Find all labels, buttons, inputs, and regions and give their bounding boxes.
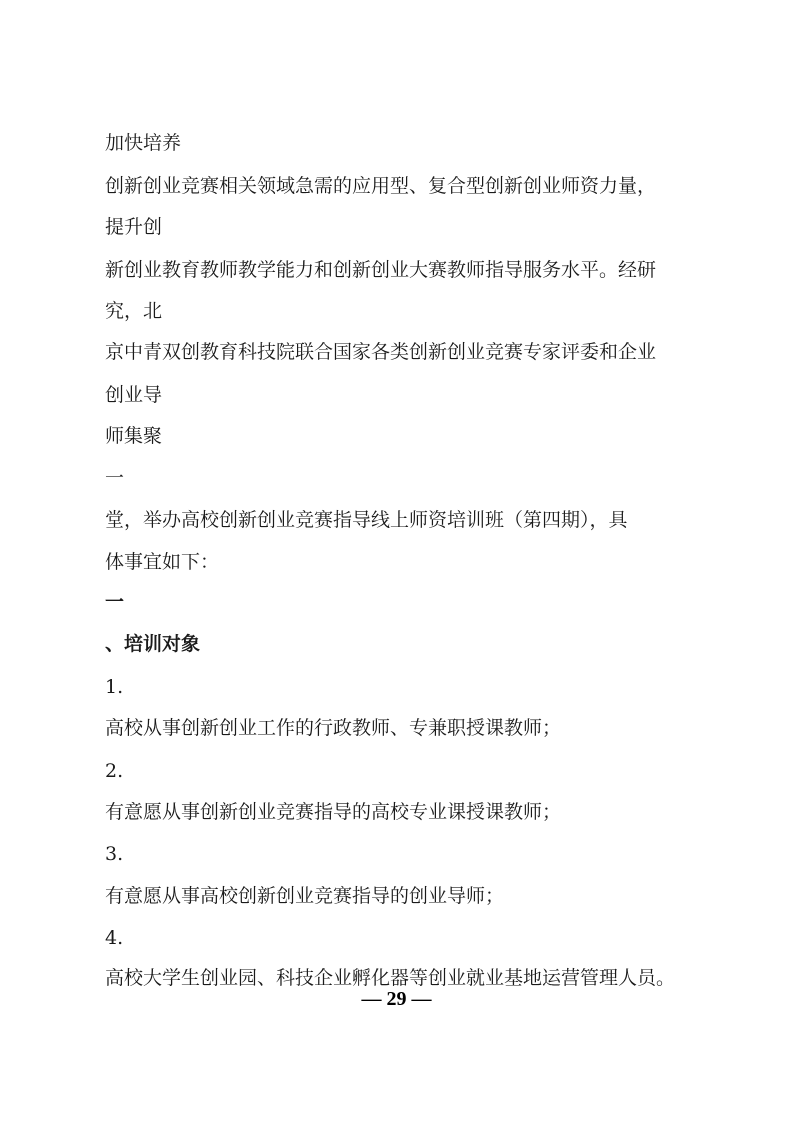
- list-item-text: 有意愿从事创新创业竞赛指导的高校专业课授课教师；: [105, 801, 562, 823]
- page-number: — 29 —: [361, 988, 432, 1010]
- text-line: 京中青双创教育科技院联合国家各类创新创业竞赛专家评委和企业: [105, 341, 657, 363]
- list-item-number: 2.: [105, 760, 124, 782]
- text-line: 体事宜如下：: [105, 551, 220, 573]
- text-line: 堂，举办高校创新创业竞赛指导线上师资培训班（第四期），具: [105, 509, 628, 531]
- text-line: 师集聚: [105, 425, 163, 447]
- text-line: 创业导: [105, 384, 163, 406]
- list-item-text: 高校大学生创业园、科技企业孵化器等创业就业基地运营管理人员。: [105, 967, 676, 989]
- text-line: 提升创: [105, 216, 163, 238]
- list-item-text: 有意愿从事高校创新创业竞赛指导的创业导师；: [105, 885, 505, 907]
- text-line: 加快培养: [105, 132, 182, 154]
- text-line: 新创业教育教师教学能力和创新创业大赛教师指导服务水平。经研: [105, 259, 657, 281]
- section-heading: 、培训对象: [105, 633, 201, 655]
- text-line: 创新创业竞赛相关领域急需的应用型、复合型创新创业师资力量，: [105, 175, 657, 197]
- text-line: 究，北: [105, 300, 163, 322]
- list-item-number: 3.: [105, 843, 124, 865]
- list-item-number: 1.: [105, 676, 124, 698]
- list-item-text: 高校从事创新创业工作的行政教师、专兼职授课教师；: [105, 717, 562, 739]
- list-item-number: 4.: [105, 927, 124, 949]
- section-heading-number: 一: [105, 591, 125, 613]
- text-line: 一: [105, 467, 125, 489]
